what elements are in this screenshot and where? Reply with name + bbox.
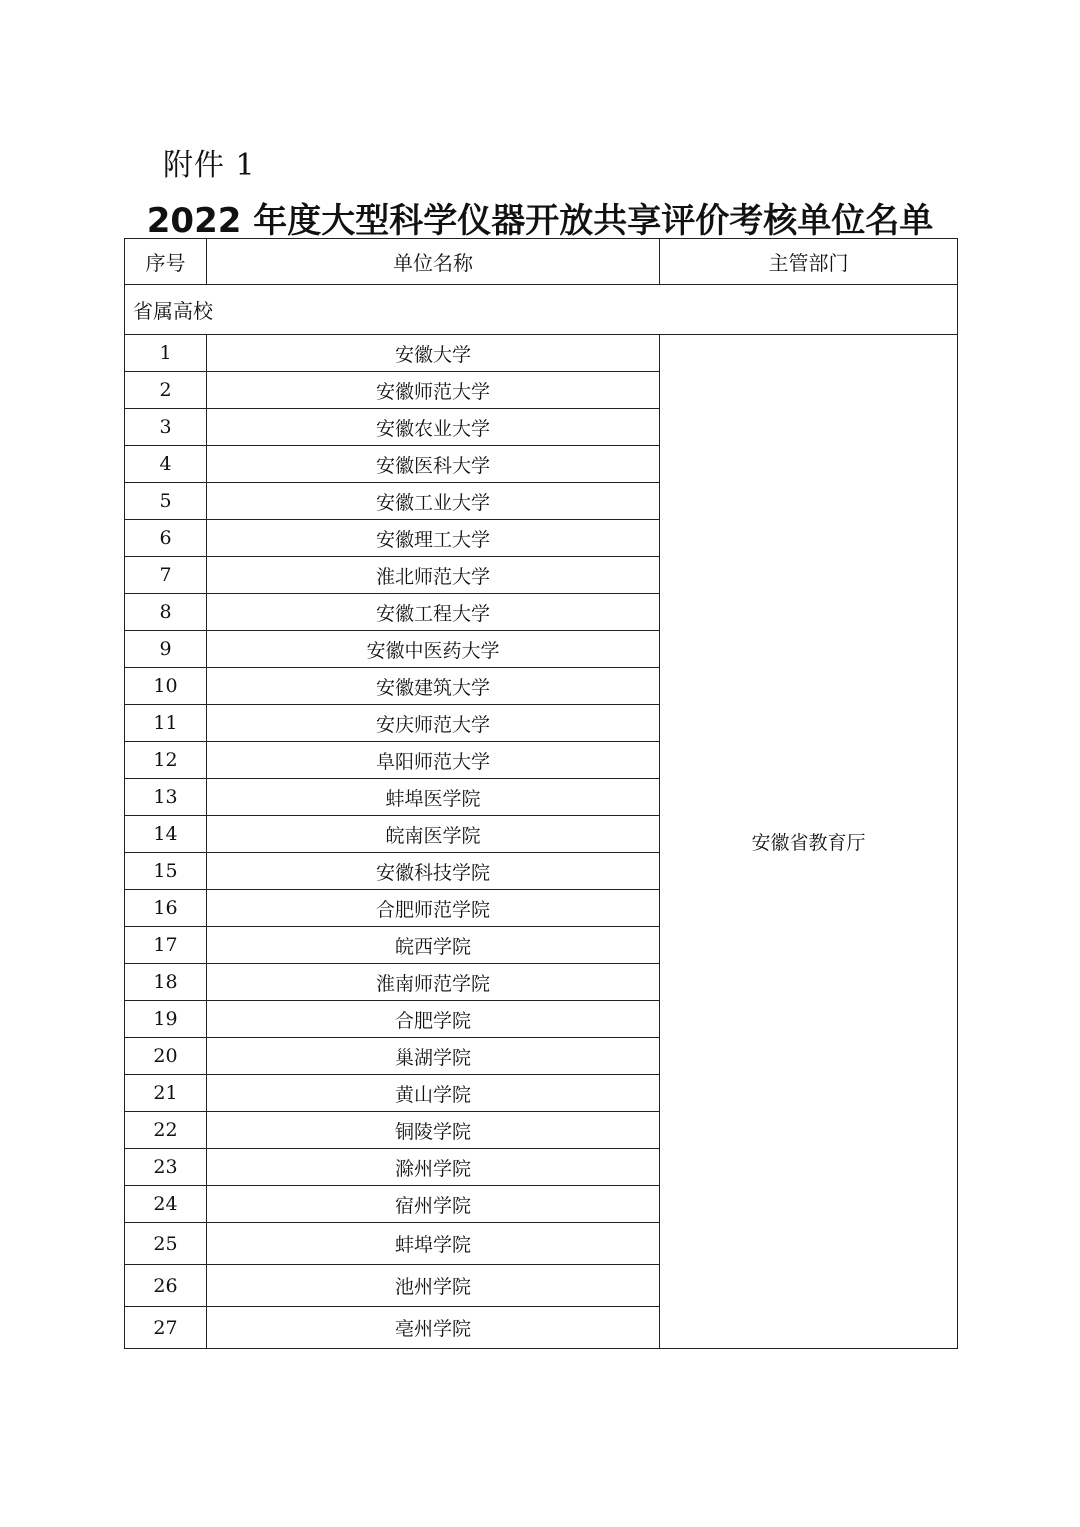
table-row <box>125 335 958 372</box>
row-seq: 24 <box>125 1186 207 1223</box>
row-unit-name: 皖西学院 <box>207 927 660 964</box>
row-seq: 15 <box>125 853 207 890</box>
row-seq: 5 <box>125 483 207 520</box>
row-unit-name: 皖南医学院 <box>207 816 660 853</box>
row-seq: 14 <box>125 816 207 853</box>
document-title: 2022 年度大型科学仪器开放共享评价考核单位名单 <box>146 201 934 241</box>
row-unit-name: 淮北师范大学 <box>207 557 660 594</box>
section-label: 省属高校 <box>125 285 958 335</box>
row-seq: 10 <box>125 668 207 705</box>
row-unit-name: 亳州学院 <box>207 1307 660 1349</box>
attachment-label: 附件 1 <box>163 148 256 183</box>
row-unit-name: 黄山学院 <box>207 1075 660 1112</box>
row-unit-name: 安徽工业大学 <box>207 483 660 520</box>
header-name: 单位名称 <box>207 239 660 285</box>
row-seq: 23 <box>125 1149 207 1186</box>
section-row <box>125 285 958 335</box>
header-dept: 主管部门 <box>660 239 958 285</box>
row-seq: 3 <box>125 409 207 446</box>
row-unit-name: 安徽中医药大学 <box>207 631 660 668</box>
row-unit-name: 铜陵学院 <box>207 1112 660 1149</box>
row-unit-name: 滁州学院 <box>207 1149 660 1186</box>
row-seq: 2 <box>125 372 207 409</box>
row-unit-name: 安徽科技学院 <box>207 853 660 890</box>
row-seq: 16 <box>125 890 207 927</box>
unit-list-table <box>124 238 958 1349</box>
row-unit-name: 蚌埠学院 <box>207 1223 660 1265</box>
row-unit-name: 安徽医科大学 <box>207 446 660 483</box>
row-seq: 1 <box>125 335 207 372</box>
row-seq: 9 <box>125 631 207 668</box>
header-seq: 序号 <box>125 239 207 285</box>
row-unit-name: 安徽农业大学 <box>207 409 660 446</box>
row-unit-name: 蚌埠医学院 <box>207 779 660 816</box>
row-seq: 26 <box>125 1265 207 1307</box>
row-seq: 20 <box>125 1038 207 1075</box>
row-unit-name: 合肥学院 <box>207 1001 660 1038</box>
row-seq: 18 <box>125 964 207 1001</box>
row-unit-name: 合肥师范学院 <box>207 890 660 927</box>
row-seq: 17 <box>125 927 207 964</box>
row-seq: 7 <box>125 557 207 594</box>
row-seq: 8 <box>125 594 207 631</box>
row-unit-name: 安徽建筑大学 <box>207 668 660 705</box>
row-seq: 19 <box>125 1001 207 1038</box>
row-unit-name: 安徽理工大学 <box>207 520 660 557</box>
row-seq: 21 <box>125 1075 207 1112</box>
row-seq: 12 <box>125 742 207 779</box>
row-unit-name: 宿州学院 <box>207 1186 660 1223</box>
row-unit-name: 池州学院 <box>207 1265 660 1307</box>
row-seq: 4 <box>125 446 207 483</box>
department-cell: 安徽省教育厅 <box>660 335 958 1349</box>
row-unit-name: 巢湖学院 <box>207 1038 660 1075</box>
row-seq: 13 <box>125 779 207 816</box>
row-seq: 25 <box>125 1223 207 1265</box>
row-unit-name: 安庆师范大学 <box>207 705 660 742</box>
row-unit-name: 安徽工程大学 <box>207 594 660 631</box>
row-seq: 11 <box>125 705 207 742</box>
row-unit-name: 阜阳师范大学 <box>207 742 660 779</box>
table-header-row <box>125 239 958 285</box>
row-unit-name: 安徽大学 <box>207 335 660 372</box>
row-seq: 27 <box>125 1307 207 1349</box>
row-unit-name: 安徽师范大学 <box>207 372 660 409</box>
row-unit-name: 淮南师范学院 <box>207 964 660 1001</box>
row-seq: 6 <box>125 520 207 557</box>
row-seq: 22 <box>125 1112 207 1149</box>
